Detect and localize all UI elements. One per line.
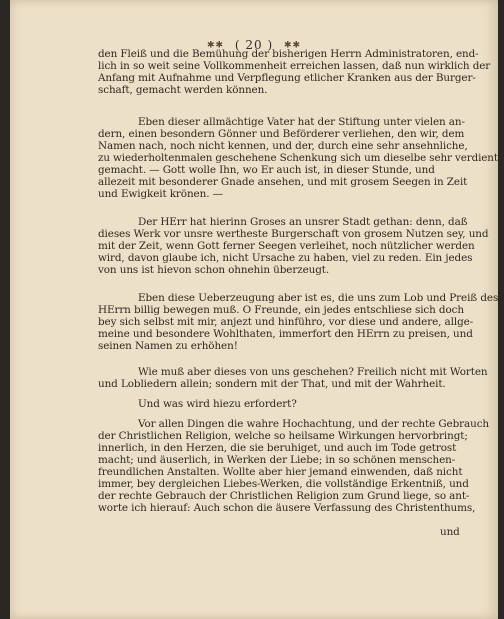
text-line: worte ich hierauf: Auch schon die äusere Verfassung des Christenthums,	[98, 502, 476, 514]
right-ornament-icon: ✱✱	[283, 40, 302, 51]
text-line: Anfang mit Aufnahme und Verpflegung etlicher Kranken aus der Burger-	[98, 72, 476, 84]
text-line: der rechte Gebrauch der Christlichen Religion zum Grund liege, so ant-	[98, 490, 470, 502]
text-line: gemacht. — Gott wolle Ihn, wo Er auch ist, in dieser Stunde, und	[98, 164, 435, 176]
text-line: Namen nach, noch nicht kennen, und der, durch eine sehr ansehnliche,	[98, 140, 468, 152]
page-number: ( 20 )	[234, 38, 274, 52]
text-line: zu wiederholtenmalen geschehene Schenkung sich um dieselbe sehr verdient	[98, 152, 498, 164]
text-line: HErrn billig bewegen muß. O Freunde, ein jedes entschliese sich doch	[98, 304, 464, 316]
text-line: immer, bey dergleichen Liebes-Werken, die vollständige Erkentniß, und	[98, 478, 469, 490]
text-line: schaft, gemacht werden können.	[98, 84, 268, 96]
text-line: Der HErr hat hierinn Groses an unsrer Stadt gethan: denn, daß	[138, 216, 468, 228]
text-line: macht; und äuserlich, in Werken der Liebe; in so schönen menschen-	[98, 454, 456, 466]
text-line: Eben diese Ueberzeugung aber ist es, die uns zum Lob und Preiß des	[138, 292, 498, 304]
text-line: meine und besondere Wohlthaten, immerfort den HErrn zu preisen, und	[98, 328, 473, 340]
text-line: Eben dieser allmächtige Vater hat der Stiftung unter vielen an-	[138, 116, 465, 128]
text-line: den Fleiß und die Bemühung der bisherigen Herrn Administratoren, end-	[98, 48, 479, 60]
text-line: dern, einen besondern Gönner und Beförderer verliehen, den wir, dem	[98, 128, 465, 140]
text-line: allezeit mit besonderer Gnade ansehen, und mit grosem Seegen in Zeit	[98, 176, 468, 188]
text-line: und Ewigkeit krönen. —	[98, 188, 223, 200]
text-line: innerlich, in den Herzen, die sie beruhiget, und auch im Tode getrost	[98, 442, 457, 454]
text-line: Vor allen Dingen die wahre Hochachtung, und der rechte Gebrauch	[138, 418, 490, 430]
text-line: bey sich selbst mit mir, anjezt und hinführo, vor diese und andere, allge-	[98, 316, 474, 328]
text-line: wird, davon glaube ich, nicht Ursache zu haben, viel zu reden. Ein jedes	[98, 252, 473, 264]
text-line: lich in so weit seine Vollkommenheit erreichen lassen, daß nun wirklich der	[98, 60, 491, 72]
text-line: der Christlichen Religion, welche so heilsame Wirkungen hervorbringt;	[98, 430, 468, 442]
text-line: und Lobliedern allein; sondern mit der That, und mit der Wahrheit.	[98, 378, 446, 390]
text-line: Wie muß aber dieses von uns geschehen? Freilich nicht mit Worten	[138, 366, 488, 378]
text-line: seinen Namen zu erhöhen!	[98, 340, 238, 352]
book-page	[10, 0, 498, 619]
text-line: dieses Werk vor unsre werthestе Burgerschaft von grosem Nutzen sey, und	[98, 228, 489, 240]
text-line: von uns ist hievon schon ohnehin überzeugt.	[98, 264, 330, 276]
catchword: und	[440, 526, 460, 538]
text-line: Und was wird hiezu erfordert?	[138, 398, 297, 410]
left-ornament-icon: ✱✱	[206, 40, 225, 51]
text-line: mit der Zeit, wenn Gott ferner Seegen verleihet, noch nützlicher werden	[98, 240, 475, 252]
text-line: freundlichen Anstalten. Wollte aber hier jemand einwenden, daß nicht	[98, 466, 463, 478]
